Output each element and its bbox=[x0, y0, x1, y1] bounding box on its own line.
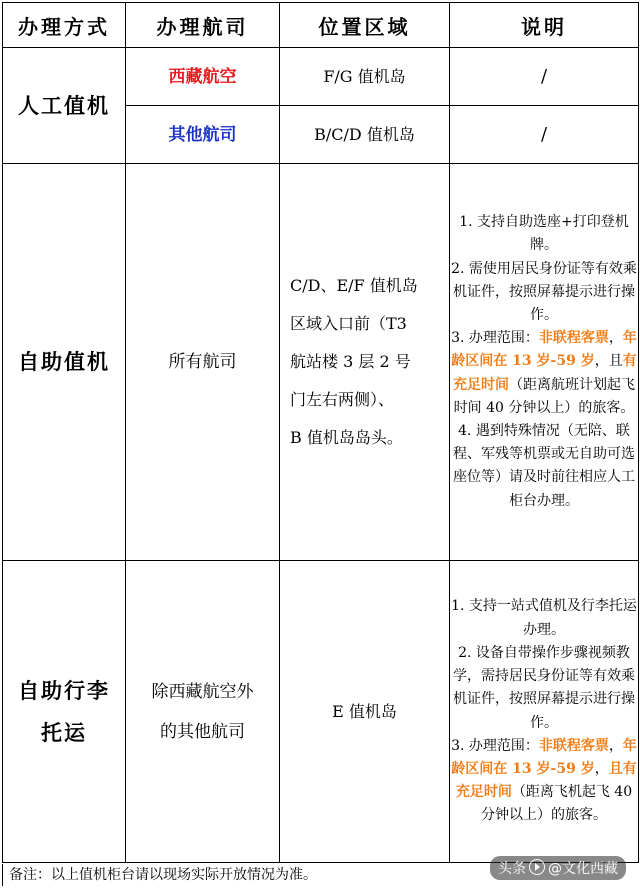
note-text: （距离航班计划起飞时间 40 分钟以上）的旅客。 bbox=[453, 376, 635, 416]
method-self-baggage bbox=[3, 561, 126, 863]
note-text: （距离飞机起飞 40 分钟以上）的旅客。 bbox=[481, 784, 633, 824]
area-self-baggage: E 值机岛 bbox=[280, 561, 450, 863]
note-text: ， bbox=[594, 760, 609, 777]
note-item bbox=[450, 327, 638, 420]
airline-line: 除西藏航空外 bbox=[151, 681, 254, 702]
note-item bbox=[450, 735, 638, 828]
note-text: ，且 bbox=[594, 353, 623, 370]
notes-self-baggage bbox=[450, 561, 639, 863]
highlight-text: 且有充足时间 bbox=[455, 760, 637, 801]
table-row bbox=[3, 164, 639, 561]
note-item: 2. 设备自带操作步骤视频教学，需持居民身份证等有效乘机证件，按照屏幕提示进行操作。 bbox=[453, 644, 635, 731]
highlight-text: 非联程客票 bbox=[538, 330, 609, 347]
table-row bbox=[3, 561, 639, 863]
note-item: 2. 需使用居民身份证等有效乘机证件，按照屏幕提示进行操作。 bbox=[451, 260, 637, 323]
area-self-checkin bbox=[280, 164, 450, 561]
note-item: 4. 遇到特殊情况（无陪、联程、军残等机票或无自助可选座位等）请及时前往相应人工柜台办理。 bbox=[453, 423, 635, 509]
header-airline: 办理航司 bbox=[126, 3, 280, 48]
airline-line: 的其他航司 bbox=[160, 721, 245, 742]
note-tibet: / bbox=[450, 48, 639, 106]
note-item: 1. 支持自助选座+打印登机牌。 bbox=[459, 214, 629, 254]
airline-tibet-label: 西藏航空 bbox=[168, 66, 237, 87]
area-line: B 值机岛岛头。 bbox=[290, 428, 403, 447]
header-notes: 说明 bbox=[450, 3, 639, 48]
airline-all: 所有航司 bbox=[126, 164, 280, 561]
note-text: 3. 办理范围： bbox=[451, 330, 539, 347]
highlight-text: 年龄区间在 13 岁-59 岁 bbox=[451, 330, 637, 370]
notes-self-checkin bbox=[450, 164, 639, 561]
area-others: B/C/D 值机岛 bbox=[280, 106, 450, 164]
note-text: ， bbox=[608, 737, 623, 754]
note-item: 1. 支持一站式值机及行李托运办理。 bbox=[451, 598, 637, 638]
note-others: / bbox=[450, 106, 639, 164]
area-line: 门左右两侧）、 bbox=[290, 390, 395, 409]
highlight-text: 年龄区间在 13 岁-59 岁 bbox=[451, 737, 637, 777]
area-tibet: F/G 值机岛 bbox=[280, 48, 450, 106]
watermark-prefix: 头条 bbox=[498, 861, 526, 877]
airline-tibet bbox=[126, 48, 280, 106]
watermark-handle: @文化西藏 bbox=[548, 861, 618, 877]
highlight-text: 非联程客票 bbox=[538, 737, 609, 754]
watermark bbox=[490, 856, 626, 880]
airline-except-tibet bbox=[126, 561, 280, 863]
area-line: 区域入口前（T3 bbox=[290, 314, 407, 333]
note-text: ， bbox=[608, 330, 623, 347]
method-line: 托运 bbox=[41, 720, 87, 745]
method-line: 自助行李 bbox=[18, 678, 110, 703]
area-line: C/D、E/F 值机岛 bbox=[290, 276, 418, 295]
footnote: 备注：以上值机柜台请以现场实际开放情况为准。 bbox=[2, 864, 639, 886]
table-row bbox=[3, 48, 639, 106]
area-line: 航站楼 3 层 2 号 bbox=[290, 352, 411, 371]
airline-others-label: 其他航司 bbox=[168, 124, 237, 145]
method-manual: 人工值机 bbox=[3, 48, 126, 164]
header-method: 办理方式 bbox=[3, 3, 126, 48]
header-row bbox=[3, 3, 639, 48]
highlight-text: 有充足时间 bbox=[453, 353, 637, 393]
airline-others bbox=[126, 106, 280, 164]
checkin-info-table bbox=[2, 2, 639, 863]
method-self-checkin: 自助值机 bbox=[3, 164, 126, 561]
play-icon bbox=[529, 859, 545, 875]
note-text: 3. 办理范围： bbox=[451, 737, 539, 754]
header-area: 位置区域 bbox=[280, 3, 450, 48]
